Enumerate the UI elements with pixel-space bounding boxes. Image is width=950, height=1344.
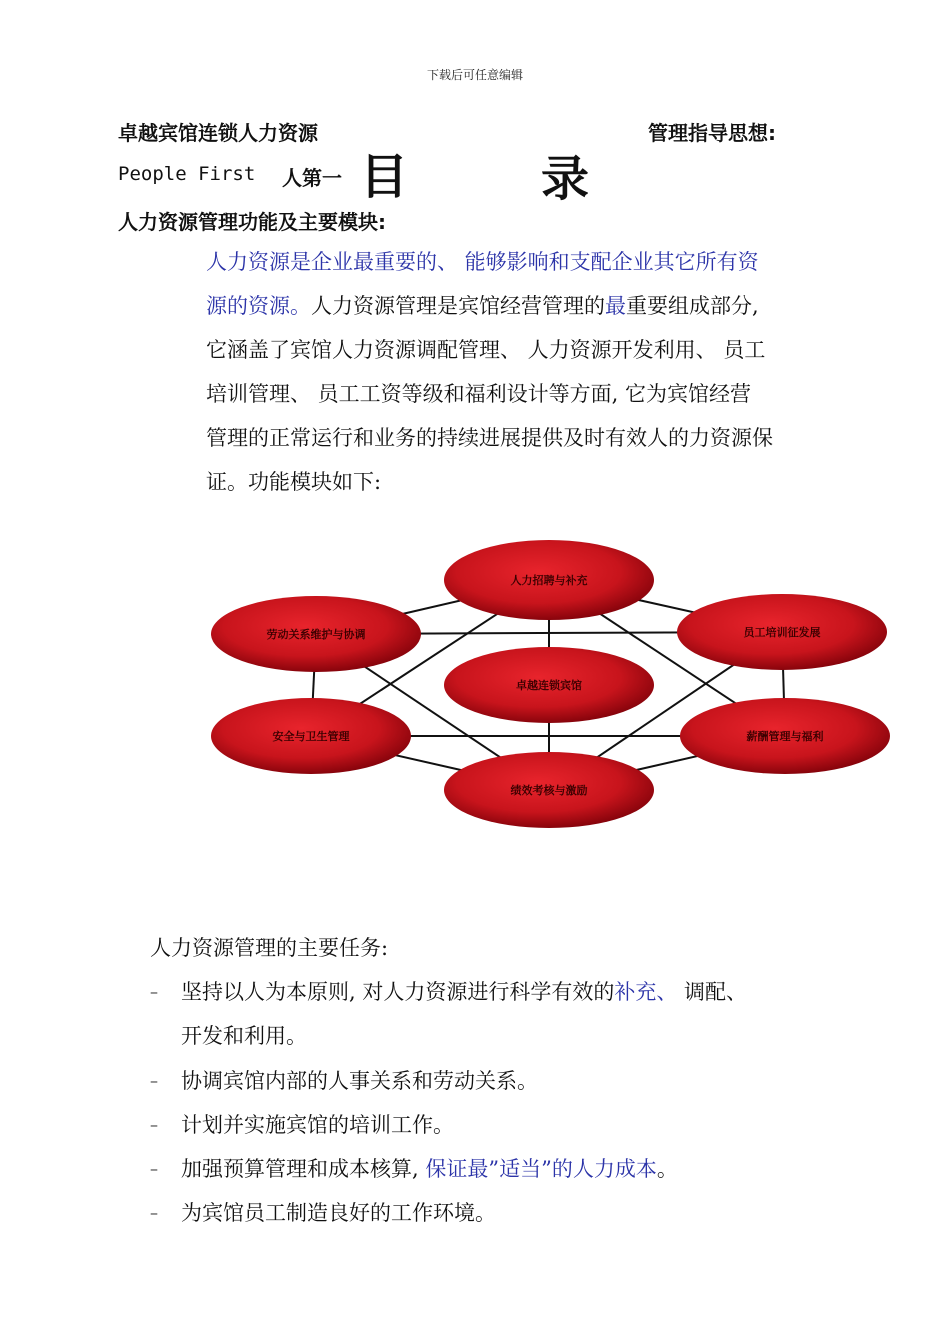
node-upper-right-label: 员工培训征发展 [743, 626, 821, 639]
node-top-label: 人力招聘与补充 [510, 574, 588, 587]
intro-line-2 [206, 284, 836, 328]
task-1-a: 坚持以人为本原则, 对人力资源进行科学有效的 [181, 980, 615, 1004]
node-bottom-label: 绩效考核与激励 [510, 784, 588, 797]
tasks-heading: 人力资源管理的主要任务: [150, 936, 389, 960]
intro-line-1: 人力资源是企业最重要的、 能够影响和支配企业其它所有资 [206, 250, 759, 274]
toc-char-2: 录 [541, 151, 590, 207]
intro-line-2-c: 最 [605, 294, 626, 318]
node-lower-left [211, 698, 411, 774]
node-top [444, 540, 654, 620]
task-5: 为宾馆员工制造良好的工作环境。 [181, 1201, 496, 1225]
bullet-5: – [150, 1203, 158, 1222]
motto-english: People First [118, 163, 256, 185]
task-1-c: 调配、 [677, 980, 748, 1004]
task-4-c: 。 [656, 1157, 678, 1181]
intro-line-6: 证。功能模块如下: [206, 470, 382, 494]
intro-line-2-b: 人力资源管理是宾馆经营管理的 [311, 294, 605, 318]
task-3: 计划并实施宾馆的培训工作。 [181, 1113, 454, 1137]
motto-chinese: 人第一 [282, 166, 342, 190]
intro-paragraph [206, 240, 836, 504]
hr-modules-diagram [190, 510, 950, 900]
title-left: 卓越宾馆连锁人力资源 [118, 121, 318, 145]
task-4 [181, 1153, 678, 1183]
node-lower-left-label: 安全与卫生管理 [272, 730, 350, 743]
intro-line-5: 管理的正常运行和业务的持续进展提供及时有效人的力资源保 [206, 426, 773, 450]
section-heading: 人力资源管理功能及主要模块: [118, 210, 386, 234]
node-lower-right-label: 薪酬管理与福利 [746, 730, 824, 743]
node-upper-left [211, 596, 421, 672]
bullet-4: – [150, 1159, 158, 1178]
node-upper-left-label: 劳动关系维护与协调 [266, 628, 366, 641]
bullet-3: – [150, 1115, 158, 1134]
task-1-continued: 开发和利用。 [181, 1024, 307, 1048]
header-note: 下载后可任意编辑 [426, 68, 523, 82]
toc-char-1: 目 [360, 149, 409, 205]
title-right: 管理指导思想: [648, 121, 776, 145]
node-upper-right [677, 594, 887, 670]
intro-line-3: 它涵盖了宾馆人力资源调配管理、 人力资源开发利用、 员工 [206, 338, 766, 362]
task-1 [181, 976, 747, 1006]
intro-line-2-a: 源的资源。 [206, 294, 311, 318]
intro-line-2-d: 重要组成部分, [626, 294, 759, 318]
bullet-1: – [150, 982, 158, 1001]
intro-line-4: 培训管理、 员工工资等级和福利设计等方面, 它为宾馆经营 [206, 382, 752, 406]
node-bottom [444, 752, 654, 828]
node-center [444, 647, 654, 723]
bullet-2: – [150, 1071, 158, 1090]
node-lower-right [680, 698, 890, 774]
node-center-label: 卓越连锁宾馆 [516, 679, 582, 692]
task-1-b: 补充、 [614, 980, 678, 1004]
task-2: 协调宾馆内部的人事关系和劳动关系。 [181, 1069, 538, 1093]
task-4-b: 保证最”适当”的人力成本 [418, 1157, 657, 1181]
task-4-a: 加强预算管理和成本核算, [181, 1157, 419, 1181]
